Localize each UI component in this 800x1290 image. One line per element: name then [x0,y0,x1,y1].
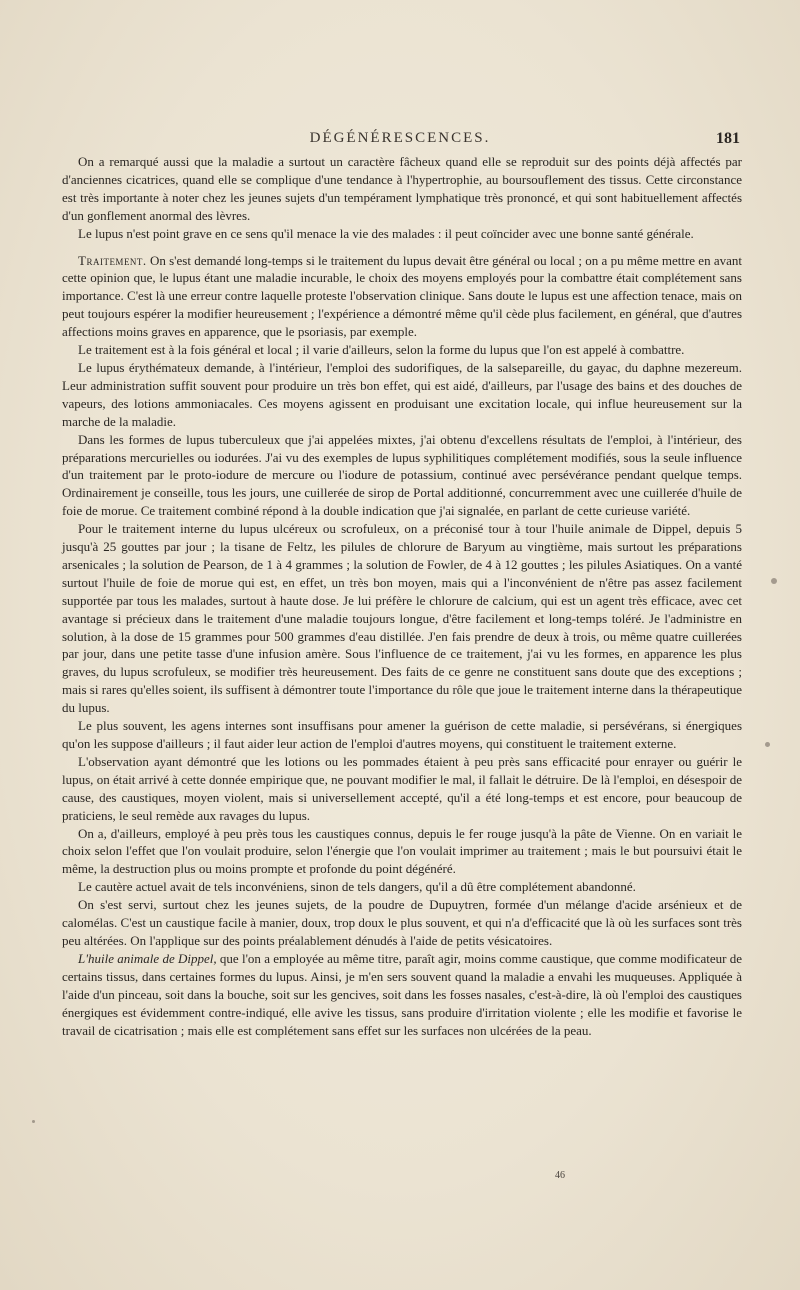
paragraph-lead: Traitement. [78,252,147,268]
paragraph [62,896,742,950]
ink-speck [765,742,770,747]
paragraph [62,950,742,1040]
paragraph [62,753,742,825]
paragraph [62,520,742,717]
paragraph [62,225,742,243]
paragraph [62,153,742,225]
body-text [62,153,742,1039]
paragraph-text: que l'on a employée au même titre, paraît agir, moins comme caustique, que comme modificateur de certains tissus, dans certaines formes du lupus. Ainsi, je m'en sers souvent quand la maladie a envahi les muqueuses. Appliquée à l'aide d'un pinceau, soit dans la bouche, soit sur les gencives, soit dans les fosses nasales, c'est-à-dire, là où l'emploi des caustiques énergiques est évidemment contre-indiqué, elle avive les tissus, sans produire d'irritation violente ; elle les modifie et favorise le travail de cicatrisation ; mais elle est complétement sans effet sur les surfaces non ulcérées de la peau. [62,950,743,1038]
paragraph-text: On a, d'ailleurs, employé à peu près tous les caustiques connus, depuis le fer rouge jusqu'à la pâte de Vienne. On en variait le choix selon l'effet que l'on voulait produire, selon l'énergie que l'on voulait imprimer au traitement ; mais le but poursuivi était le même, la destruction plus ou moins prompte et profonde du point dégénéré. [62,825,742,877]
paragraph [62,825,742,879]
paragraph-text: Le lupus n'est point grave en ce sens qu'il menace la vie des malades : il peut coïncider avec une bonne santé générale. [78,225,694,241]
page-number: 181 [716,130,740,147]
paragraph-text: On s'est demandé long-temps si le traitement du lupus devait être général ou local ; on a pu même mettre en avant cette opinion que, le lupus étant une maladie incurable, le choix des moyens employés pour la combattre était complétement sans importance. C'est là une erreur contre laquelle proteste l'observation clinique. Sans doute le lupus est une affection tenace, mais on peut toujours espérer la modifier heureusement ; l'expérience a démontré même qu'il cède plus facilement, en général, que d'autres affections moins graves en apparence, que le psoriasis, par exemple. [62,252,742,340]
ink-speck [771,578,777,584]
paragraph-text: On a remarqué aussi que la maladie a surtout un caractère fâcheux quand elle se reproduit sur des points déjà affectés par d'anciennes cicatrices, quand elle se complique d'une tendance à l'hypertrophie, au boursouflement des tissus. Cette circonstance est très importante à noter chez les jeunes sujets d'un tempérament lymphatique très prononcé, et qui sont habituellement affectés d'un gonflement anormal des lèvres. [62,154,742,223]
paragraph-text: L'observation ayant démontré que les lotions ou les pommades étaient à peu près sans efficacité pour enrayer ou guérir le lupus, on était arrivé à cette donnée empirique que, ne pouvant modifier le mal, il fallait le détruire. De là l'emploi, en désespoir de cause, des caustiques, moyen violent, mais si universellement accepté, qu'il a été long-temps et est encore, pour beaucoup de praticiens, le seul remède aux ravages du lupus. [62,753,742,823]
paragraph [62,431,742,521]
paragraph-text: On s'est servi, surtout chez les jeunes sujets, de la poudre de Dupuytren, formée d'un mélange d'acide arsénieux et de calomélas. C'est un caustique facile à manier, doux, trop doux le plus souvent, et qui n'a d'efficacité que là où les surfaces sont très peu altérées. On l'applique sur des points préalablement dénudés à l'aide de petits vésicatoires. [62,897,742,948]
ink-speck [32,1120,35,1123]
paragraph [62,341,742,359]
paragraph [62,878,742,896]
paragraph [62,717,742,753]
paragraph-text: Pour le traitement interne du lupus ulcéreux ou scrofuleux, on a préconisé tour à tour l'huile animale de Dippel, depuis 5 jusqu'à 25 gouttes par jour ; la tisane de Feltz, les pilules de chlorure de Baryum au vingtième, mais surtout les préparations arsenicales ; la solution de Pearson, de 1 à 4 grammes ; la solution de Fowler, de 4 à 12 gouttes ; les pilules Asiatiques. On a vanté surtout l'huile de foie de morue qui est, en effet, un très bon moyen, mais qui a l'inconvénient de n'être pas assez facilement supportée par tous les malades, surtout à haute dose. Je lui préfère le chlorure de calcium, qui est un agent très efficace, avec cet avantage si précieux dans le traitement d'une maladie toujours longue, d'être facilement et long-temps toléré. Je l'administre en solution, à la dose de 15 grammes pour 500 grammes d'eau distillée. J'en fais prendre de deux à trois, ou même quatre cuillerées par jour, dans une petite tasse d'une infusion amère. Sous l'influence de ce traitement, j'ai vu les formes, en apparence les plus graves, du lupus scrofuleux, se modifier très heureusement. Des faits de ce genre ne constituent sans doute que des exceptions ; mais si rares qu'elles soient, ils suffisent à démontrer toute l'importance du rôle que joue le traitement interne dans la thérapeutique du lupus. [62,521,742,716]
paragraph-text: Le lupus érythémateux demande, à l'intérieur, l'emploi des sudorifiques, de la salsepareille, du gayac, du daphne mezereum. Leur administration suffit souvent pour produire un très bon effet, qui est aidé, d'ailleurs, par l'usage des bains et des douches de vapeurs, des lotions ammoniacales. Ces moyens agissent en produisant une excitation locale, qui influe heureusement sur la marche de la maladie. [62,359,742,429]
paragraph-text: Le traitement est à la fois général et local ; il varie d'ailleurs, selon la forme du lupus que l'on est appelé à combattre. [78,342,685,358]
paragraph [62,359,742,431]
paragraph-text: Dans les formes de lupus tuberculeux que j'ai appelées mixtes, j'ai obtenu d'excellens résultats de l'emploi, à l'intérieur, des préparations mercurielles ou iodurées. J'ai vu des exemples de lupus syphilitiques complétement modifiés, sous la seule influence d'un traitement par le proto-iodure de mercure ou l'iodure de potassium, continué avec persévérance pendant quelque temps. Ordinairement je conseille, tous les jours, une cuillerée de sirop de Portal additionné, concurremment avec une cuillerée d'huile de foie de morue. Ce traitement combiné répond à la double indication que j'ai signalée, en parlant de cette curieuse variété. [62,431,742,519]
page-header [60,130,740,154]
paragraph [62,252,742,342]
paragraph-text: Le plus souvent, les agens internes sont insuffisans pour amener la guérison de cette maladie, si persévérans, si énergiques qu'on les suppose d'ailleurs ; il faut aider leur action de l'emploi d'autres moyens, qui constituent le traitement externe. [62,718,742,751]
running-title: DÉGÉNÉRESCENCES. [309,130,491,146]
paragraph-lead: L'huile animale de Dippel, [78,950,217,966]
signature-mark: 46 [555,1170,565,1181]
paragraph-text: Le cautère actuel avait de tels inconvéniens, sinon de tels dangers, qu'il a dû être complétement abandonné. [78,879,636,895]
